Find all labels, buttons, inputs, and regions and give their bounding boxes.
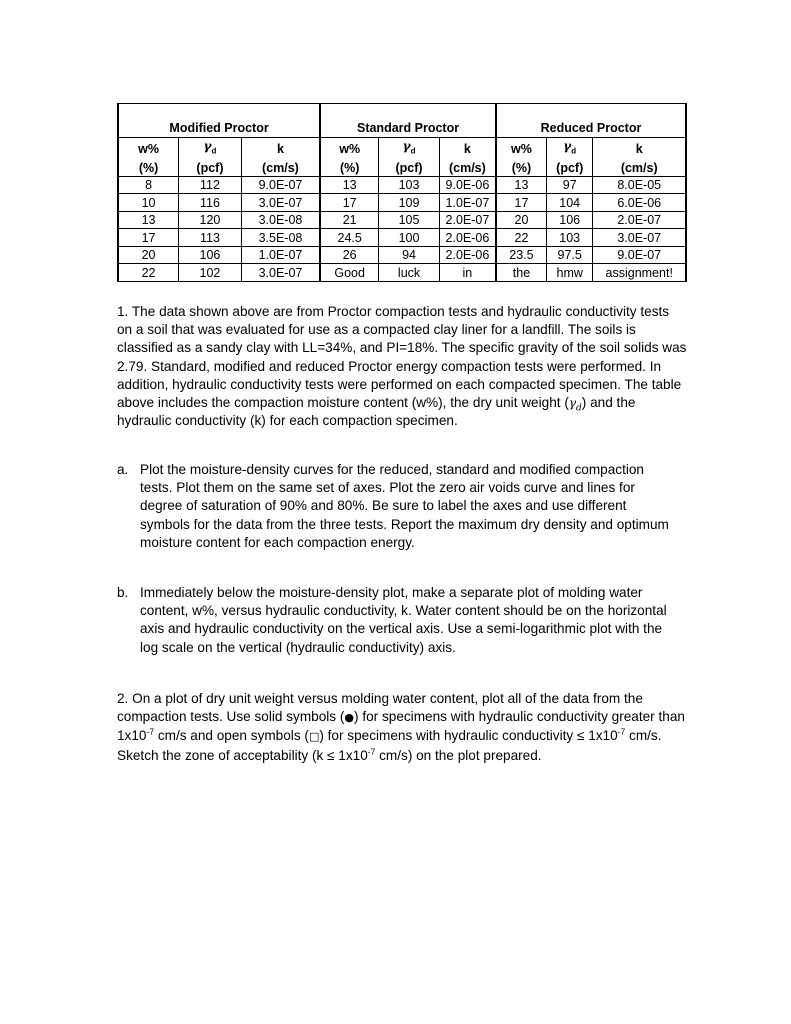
table-cell: 9.0E-07 (593, 246, 686, 264)
table-cell: 17 (496, 194, 547, 212)
table-cell: 8 (118, 176, 179, 194)
table-cell: 2.0E-07 (593, 211, 686, 229)
col-header-gamma: $\gamma_d$ (546, 138, 592, 160)
table-cell: 20 (118, 246, 179, 264)
problem-1-number: 1. (117, 304, 129, 319)
col-header-k: k (439, 138, 496, 160)
unit-pcf: (pcf) (179, 159, 242, 176)
table-cell: Good (320, 264, 379, 282)
problem-1-text: 1. The data shown above are from Proctor compaction tests and hydraulic conductivity tests on a soil that was evaluated for use as a compacted clay liner for a landfill. The soils is classified as a sandy clay with LL=34%, and PI=18%. The specific gravity of the soil solids was 2.79. Standard, modified and reduced Proctor energy compaction tests were performed. In addition, hydraulic conductivity tests were performed on each compacted specimen. The table above includes the compaction moisture content (w%), the dry unit weight $(\gamma_d)$ and the hydraulic conductivity (k) for each compaction specimen. (117, 304, 687, 429)
table-row (118, 264, 686, 282)
table-row (118, 194, 686, 212)
table-cell: 13 (496, 176, 547, 194)
table-cell: 20 (496, 211, 547, 229)
table-cell: 100 (379, 229, 440, 247)
table-cell: 3.5E-08 (241, 229, 320, 247)
group-reduced-proctor: Reduced Proctor (496, 104, 686, 138)
part-a-text: Plot the moisture-density curves for the reduced, standard and modified compaction tests. Plot them on the same set of axes. Plot the zero air voids curve and lines for degree of saturation of 90% and 80%. Be sure to label the axes and use different symbols for the data from the three tests. Report the maximum dry density and optimum moisture content for each compaction energy. (140, 462, 669, 550)
unit-pcf: (pcf) (379, 159, 440, 176)
col-header-gamma: $\gamma_d$ (379, 138, 440, 160)
part-a-label: a. (117, 462, 129, 477)
table-cell: luck (379, 264, 440, 282)
table-cell: 8.0E-05 (593, 176, 686, 194)
table-row (118, 246, 686, 264)
table-cell: 10 (118, 194, 179, 212)
table-cell: 2.0E-06 (439, 229, 496, 247)
unit-percent: (%) (320, 159, 379, 176)
solid-symbol: ● (344, 711, 355, 725)
unit-header-row (118, 159, 686, 176)
col-header-w: w% (320, 138, 379, 160)
table-cell: 21 (320, 211, 379, 229)
table-cell: 3.0E-08 (241, 211, 320, 229)
group-header-row (118, 104, 686, 138)
col-header-gamma: $\gamma_d$ (179, 138, 242, 160)
table-cell: 97 (546, 176, 592, 194)
table-cell: 3.0E-07 (241, 194, 320, 212)
col-header-k: k (593, 138, 686, 160)
table-cell: in (439, 264, 496, 282)
group-modified-proctor: Modified Proctor (118, 104, 320, 138)
part-a-item (117, 461, 677, 552)
table-cell: 116 (179, 194, 242, 212)
part-b-label: b. (117, 585, 129, 600)
unit-percent: (%) (118, 159, 179, 176)
table-cell: hmw (546, 264, 592, 282)
table-cell: 104 (546, 194, 592, 212)
open-symbol: □ (308, 730, 320, 744)
table-cell: 23.5 (496, 246, 547, 264)
table-cell: assignment! (593, 264, 686, 282)
table-cell: 1.0E-07 (241, 246, 320, 264)
table-row (118, 229, 686, 247)
table-cell: 13 (118, 211, 179, 229)
table-row (118, 176, 686, 194)
table-cell: 113 (179, 229, 242, 247)
proctor-data-table (117, 103, 687, 282)
table-cell: 24.5 (320, 229, 379, 247)
unit-cm-s: (cm/s) (439, 159, 496, 176)
table-cell: 106 (546, 211, 592, 229)
part-b-item (117, 584, 677, 657)
table-cell: 103 (546, 229, 592, 247)
table-cell: 106 (179, 246, 242, 264)
table-cell: 103 (379, 176, 440, 194)
table-cell: 120 (179, 211, 242, 229)
part-b-text: Immediately below the moisture-density plot, make a separate plot of molding water content, w%, versus hydraulic conductivity, k. Water content should be on the horizontal axis and hydraulic conductivity on the vertical axis. Use a semi-logarithmic plot with the log scale on the vertical (hydraulic conductivity) axis. (140, 585, 667, 655)
table-cell: 102 (179, 264, 242, 282)
table-cell: 3.0E-07 (593, 229, 686, 247)
table-cell: 9.0E-06 (439, 176, 496, 194)
table-cell: 17 (320, 194, 379, 212)
table-cell: 22 (496, 229, 547, 247)
col-header-w: w% (496, 138, 547, 160)
table-cell: 109 (379, 194, 440, 212)
unit-percent: (%) (496, 159, 547, 176)
unit-pcf: (pcf) (546, 159, 592, 176)
col-header-w: w% (118, 138, 179, 160)
table-cell: 1.0E-07 (439, 194, 496, 212)
table-cell: 26 (320, 246, 379, 264)
unit-cm-s: (cm/s) (593, 159, 686, 176)
table-cell: 6.0E-06 (593, 194, 686, 212)
table-cell: 17 (118, 229, 179, 247)
group-standard-proctor: Standard Proctor (320, 104, 496, 138)
table-cell: 3.0E-07 (241, 264, 320, 282)
table-cell: 9.0E-07 (241, 176, 320, 194)
problem-2-text: 2. On a plot of dry unit weight versus molding water content, plot all of the data from the compaction tests. Use solid symbols (●) for specimens with hydraulic conductivity greater than $1x10^{-7}$ cm/s and open symbols (□) for specimens with hydraulic conductivity ≤ $1x10^{-7}$ cm/s. Sketch the zone of acceptability ($k \le 1x10^{-7}$ cm/s) on the plot prepared. (117, 691, 685, 763)
table-cell: 97.5 (546, 246, 592, 264)
unit-cm-s: (cm/s) (241, 159, 320, 176)
col-header-k: k (241, 138, 320, 160)
table-cell: 22 (118, 264, 179, 282)
table-cell: 13 (320, 176, 379, 194)
table-cell: the (496, 264, 547, 282)
table-cell: 2.0E-06 (439, 246, 496, 264)
symbol-header-row (118, 138, 686, 160)
table-cell: 105 (379, 211, 440, 229)
table-cell: 2.0E-07 (439, 211, 496, 229)
table-cell: 94 (379, 246, 440, 264)
table-row (118, 211, 686, 229)
table-cell: 112 (179, 176, 242, 194)
problem-2-number: 2. (117, 691, 129, 706)
